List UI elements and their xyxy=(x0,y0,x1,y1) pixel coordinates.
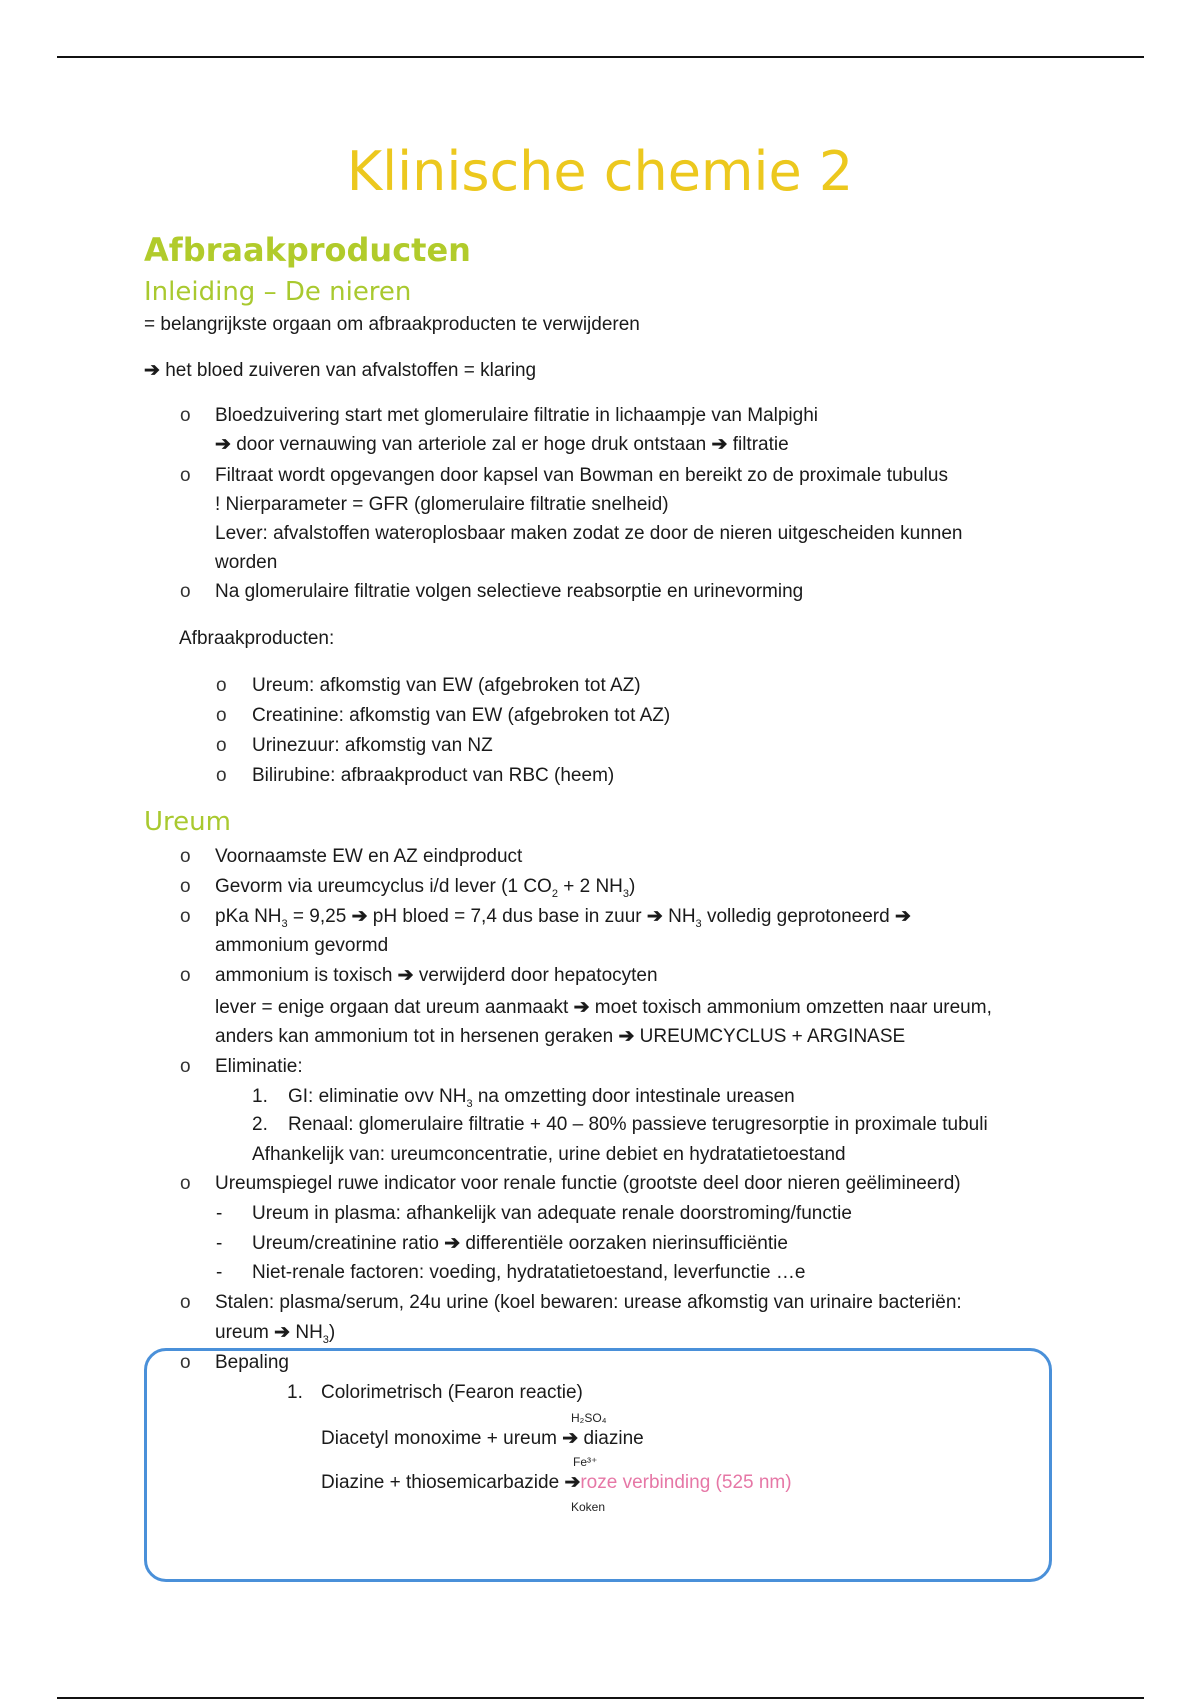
dash-item-1: Ureum in plasma: afhankelijk van adequate renale doorstroming/functie xyxy=(252,1203,852,1224)
highlight-text: roze verbinding (525 nm) xyxy=(580,1472,792,1493)
circle-bullet-icon: o xyxy=(180,906,191,927)
reagent-label: H₂SO₄ xyxy=(571,1411,607,1425)
text-span: ureum xyxy=(215,1322,275,1343)
subscript: 3 xyxy=(622,887,630,900)
nieren-bullet-3: Na glomerulaire filtratie volgen selectieve reabsorptie en urinevorming xyxy=(215,581,804,602)
circle-bullet-icon: o xyxy=(180,465,191,486)
product-item: Urinezuur: afkomstig van NZ xyxy=(252,735,493,756)
text-span: na omzetting door intestinale ureasen xyxy=(472,1086,795,1107)
reagent-label: Koken xyxy=(571,1500,606,1514)
bepaling-highlight-box xyxy=(144,1348,1052,1582)
definition-line: = belangrijkste orgaan om afbraakproducten te verwijderen xyxy=(144,314,640,335)
reagent-label: Fe³⁺ xyxy=(573,1455,598,1469)
text-span: anders kan ammonium tot in hersenen geraken xyxy=(215,1026,619,1047)
text-span: ammonium is toxisch xyxy=(215,965,398,986)
ureum-bullet-7: Stalen: plasma/serum, 24u urine (koel bewaren: urease afkomstig van urinaire bacteriën: xyxy=(215,1292,962,1313)
klaring-text: het bloed zuiveren van afvalstoffen = klaring xyxy=(165,360,537,381)
ureum-bullet-7-line2 xyxy=(215,1321,335,1345)
text-span: + 2 NH xyxy=(557,876,623,897)
method-label: Colorimetrisch (Fearon reactie) xyxy=(321,1382,583,1403)
arrow-icon: ➔ xyxy=(397,965,414,986)
text-span: verwijderd door hepatocyten xyxy=(413,965,658,986)
elimination-1 xyxy=(288,1085,795,1109)
text-span: diazine xyxy=(578,1428,644,1449)
arrow-icon: ➔ xyxy=(618,1026,635,1047)
klaring-line xyxy=(144,359,536,383)
arrow-icon: ➔ xyxy=(274,1322,291,1343)
subscript: 3 xyxy=(695,917,702,930)
arrow-icon: ➔ xyxy=(351,906,368,927)
elimination-note: Afhankelijk van: ureumconcentratie, urine debiet en hydratatietoestand xyxy=(252,1144,846,1165)
text-span: UREUMCYCLUS + ARGINASE xyxy=(634,1026,906,1047)
text-span: NH xyxy=(290,1322,323,1343)
circle-bullet-icon: o xyxy=(180,965,191,986)
ureum-bullet-4 xyxy=(215,964,658,988)
text-span: door vernauwing van arteriole zal er hoge druk ontstaan xyxy=(236,434,707,455)
subheading-ureum: Ureum xyxy=(144,807,231,837)
arrow-icon: ➔ xyxy=(573,997,590,1018)
section-heading-afbraakproducten: Afbraakproducten xyxy=(144,231,471,269)
circle-bullet-icon: o xyxy=(180,581,191,602)
circle-bullet-icon: o xyxy=(180,1352,191,1373)
circle-bullet-icon: o xyxy=(216,735,227,756)
ureum-bullet-6: Ureumspiegel ruwe indicator voor renale functie (grootste deel door nieren geëlimineerd) xyxy=(215,1173,961,1194)
text-span: pKa NH xyxy=(215,906,282,927)
subscript: 3 xyxy=(466,1097,473,1110)
product-item: Bilirubine: afbraakproduct van RBC (heem) xyxy=(252,765,615,786)
page-title: Klinische chemie 2 xyxy=(346,140,854,203)
dash-item-2 xyxy=(252,1232,788,1256)
arrow-icon: ➔ xyxy=(894,906,911,927)
products-label: Afbraakproducten: xyxy=(179,628,335,649)
text-span: lever = enige orgaan dat ureum aanmaakt xyxy=(215,997,574,1018)
circle-bullet-icon: o xyxy=(216,675,227,696)
text-span: Ureum/creatinine ratio xyxy=(252,1233,445,1254)
text-span: volledig geprotoneerd xyxy=(701,906,895,927)
reaction-1 xyxy=(321,1427,644,1451)
circle-bullet-icon: o xyxy=(216,705,227,726)
arrow-icon: ➔ xyxy=(711,434,728,455)
nieren-bullet-2-line4: worden xyxy=(215,552,278,573)
subscript: 2 xyxy=(551,887,558,900)
arrow-icon: ➔ xyxy=(444,1233,461,1254)
elimination-2: Renaal: glomerulaire filtratie + 40 – 80% passieve terugresorptie in proximale tubuli xyxy=(288,1114,988,1135)
product-item: Creatinine: afkomstig van EW (afgebroken tot AZ) xyxy=(252,705,671,726)
text-span: differentiële oorzaken nierinsufficiëntie xyxy=(460,1233,788,1254)
arrow-icon: ➔ xyxy=(562,1428,579,1449)
text-span: filtratie xyxy=(732,434,789,455)
text-span: = 9,25 xyxy=(287,906,352,927)
ureum-bullet-2 xyxy=(215,875,635,899)
ureum-bullet-1: Voornaamste EW en AZ eindproduct xyxy=(215,846,523,867)
dash-bullet: - xyxy=(216,1203,223,1224)
subheading-nieren: Inleiding – De nieren xyxy=(144,277,412,307)
nieren-bullet-2-line3: Lever: afvalstoffen wateroplosbaar maken zodat ze door de nieren uitgescheiden kunnen xyxy=(215,523,963,544)
arrow-icon: ➔ xyxy=(646,906,663,927)
ureum-bullet-3 xyxy=(215,905,911,929)
subscript: 3 xyxy=(281,917,288,930)
text-span: NH xyxy=(662,906,696,927)
ureum-bullet-5: Eliminatie: xyxy=(215,1056,303,1077)
text-span: Diazine + thiosemicarbazide xyxy=(321,1472,565,1493)
nieren-bullet-1-line2 xyxy=(215,433,789,457)
header-rule xyxy=(57,56,1144,58)
ureum-bullet-4-line3 xyxy=(215,1025,905,1049)
text-span: GI: eliminatie ovv NH xyxy=(288,1086,467,1107)
arrow-icon: ➔ xyxy=(564,1472,581,1493)
text-span: pH bloed = 7,4 dus base in zuur xyxy=(367,906,647,927)
dash-bullet: - xyxy=(216,1262,223,1283)
nieren-bullet-2-line1: Filtraat wordt opgevangen door kapsel van Bowman en bereikt zo de proximale tubulus xyxy=(215,465,948,486)
circle-bullet-icon: o xyxy=(216,765,227,786)
list-number: 1. xyxy=(287,1382,303,1403)
circle-bullet-icon: o xyxy=(180,876,191,897)
text-span: Diacetyl monoxime + ureum xyxy=(321,1428,563,1449)
dash-bullet: - xyxy=(216,1233,223,1254)
circle-bullet-icon: o xyxy=(180,405,191,426)
circle-bullet-icon: o xyxy=(180,1056,191,1077)
nieren-bullet-1-line1: Bloedzuivering start met glomerulaire filtratie in lichaampje van Malpighi xyxy=(215,405,818,426)
subscript: 3 xyxy=(322,1333,329,1346)
circle-bullet-icon: o xyxy=(180,1173,191,1194)
list-number: 1. xyxy=(252,1086,268,1107)
nieren-bullet-2-line2: ! Nierparameter = GFR (glomerulaire filtratie snelheid) xyxy=(215,494,669,515)
text-span: Gevorm via ureumcyclus i/d lever (1 CO xyxy=(215,876,552,897)
product-item: Ureum: afkomstig van EW (afgebroken tot AZ) xyxy=(252,675,641,696)
arrow-icon: ➔ xyxy=(144,360,160,381)
ureum-bullet-3-line2: ammonium gevormd xyxy=(215,935,389,956)
circle-bullet-icon: o xyxy=(180,1292,191,1313)
footer-rule xyxy=(57,1697,1144,1699)
text-span: ) xyxy=(328,1322,336,1343)
text-span: moet toxisch ammonium omzetten naar ureum, xyxy=(589,997,992,1018)
arrow-icon: ➔ xyxy=(215,434,231,455)
text-span: ) xyxy=(629,876,636,897)
list-number: 2. xyxy=(252,1114,268,1135)
ureum-bullet-4-line2 xyxy=(215,996,992,1020)
dash-item-3: Niet-renale factoren: voeding, hydratatietoestand, leverfunctie …e xyxy=(252,1262,806,1283)
ureum-bullet-8: Bepaling xyxy=(215,1352,289,1373)
circle-bullet-icon: o xyxy=(180,846,191,867)
reaction-2 xyxy=(321,1471,792,1495)
